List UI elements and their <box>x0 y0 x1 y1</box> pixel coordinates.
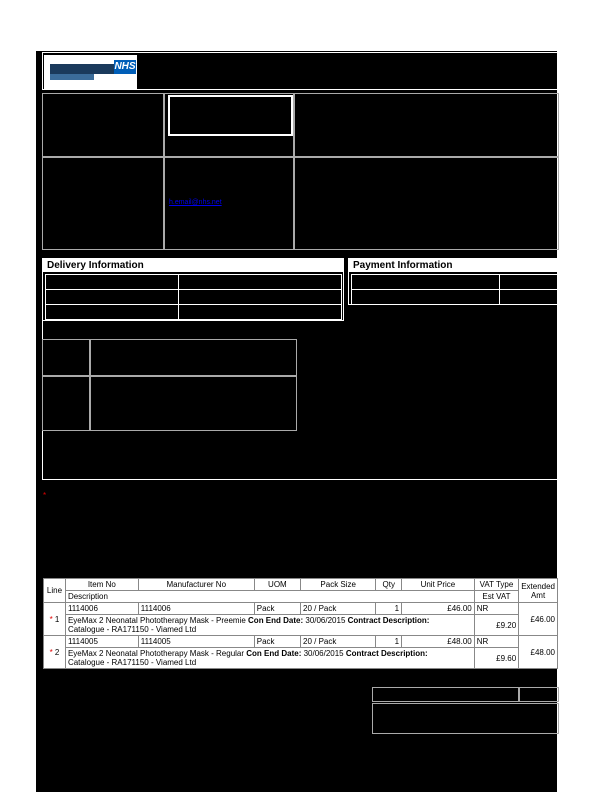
pack-size: 20 / Pack <box>301 603 376 615</box>
items-header-row <box>44 579 558 591</box>
col-qty: Qty <box>376 579 402 591</box>
item-description <box>65 648 474 669</box>
unit-price: £46.00 <box>402 603 475 615</box>
contract-value: Catalogue - RA171150 - Viamed Ltd <box>67 625 197 634</box>
line-number-cell <box>44 603 66 636</box>
nhs-logo-icon: NHS <box>114 61 136 72</box>
col-line: Line <box>44 579 66 603</box>
required-marker: * <box>49 614 53 624</box>
extended-amt: £46.00 <box>519 603 558 636</box>
col-est-vat: Est VAT <box>474 591 518 603</box>
required-marker: * <box>49 647 53 657</box>
contract-label: Contract Description: <box>347 616 430 625</box>
col-vat-type: VAT Type <box>474 579 518 591</box>
uom: Pack <box>254 636 300 648</box>
table-row <box>44 603 558 615</box>
col-unit-price: Unit Price <box>402 579 475 591</box>
pack-size: 20 / Pack <box>301 636 376 648</box>
payment-section <box>348 258 559 305</box>
col-extended-amt: Extended Amt <box>519 579 558 603</box>
table-row <box>44 636 558 648</box>
payment-heading: Payment Information <box>349 259 558 272</box>
item-no: 1114006 <box>65 603 138 615</box>
payment-table <box>351 274 558 305</box>
manufacturer-no: 1114005 <box>138 636 254 648</box>
contract-value: Catalogue - RA171150 - Viamed Ltd <box>67 658 197 667</box>
delivery-heading: Delivery Information <box>43 259 343 272</box>
totals-label-cell <box>372 687 519 702</box>
logo-wordmark-subbar <box>50 74 94 80</box>
line-number: 1 <box>54 614 60 624</box>
con-end-label: Con End Date: <box>248 616 304 625</box>
est-vat: £9.60 <box>474 648 518 669</box>
details-cell-invoice <box>42 157 164 250</box>
logo-wordmark-bar <box>50 64 114 74</box>
unit-price: £48.00 <box>402 636 475 648</box>
details-cell-right <box>294 93 559 157</box>
line-number: 2 <box>54 647 60 657</box>
col-manufacturer-no: Manufacturer No <box>138 579 254 591</box>
totals-summary-box <box>372 703 559 734</box>
col-item-no: Item No <box>65 579 138 591</box>
line-items-table <box>43 578 558 669</box>
item-no: 1114005 <box>65 636 138 648</box>
totals-value-cell <box>519 687 559 702</box>
table-row-description <box>44 615 558 636</box>
right-margin <box>557 51 576 792</box>
vat-type: NR <box>474 636 518 648</box>
con-end-value: 30/06/2015 <box>301 649 346 658</box>
con-end-value: 30/06/2015 <box>303 616 348 625</box>
table-row-description <box>44 648 558 669</box>
details-cell-notes <box>294 157 559 250</box>
contact-email-link[interactable]: h.email@nhs.net <box>169 199 222 206</box>
description-text: EyeMax 2 Neonatal Phototherapy Mask - Regular <box>67 649 247 658</box>
items-subheader-row <box>44 591 558 603</box>
con-end-label: Con End Date: <box>246 649 302 658</box>
item-description <box>65 615 474 636</box>
description-text: EyeMax 2 Neonatal Phototherapy Mask - Preemie <box>67 616 249 625</box>
extended-amt: £48.00 <box>519 636 558 669</box>
organisation-logo <box>44 55 137 90</box>
delivery-table <box>45 274 342 320</box>
notes-label-cell-1 <box>42 339 90 376</box>
qty: 1 <box>376 603 402 615</box>
contract-label: Contract Description: <box>345 649 428 658</box>
delivery-section <box>42 258 344 321</box>
details-cell-supplier <box>42 93 164 157</box>
col-pack-size: Pack Size <box>301 579 376 591</box>
vat-type: NR <box>474 603 518 615</box>
qty: 1 <box>376 636 402 648</box>
notes-value-cell-1 <box>90 339 297 376</box>
line-number-cell <box>44 636 66 669</box>
est-vat: £9.20 <box>474 615 518 636</box>
col-description: Description <box>65 591 474 603</box>
uom: Pack <box>254 603 300 615</box>
notes-value-cell-2 <box>90 376 297 431</box>
order-number-box <box>168 95 293 136</box>
required-marker: * <box>43 491 47 500</box>
manufacturer-no: 1114006 <box>138 603 254 615</box>
col-uom: UOM <box>254 579 300 591</box>
notes-label-cell-2 <box>42 376 90 431</box>
